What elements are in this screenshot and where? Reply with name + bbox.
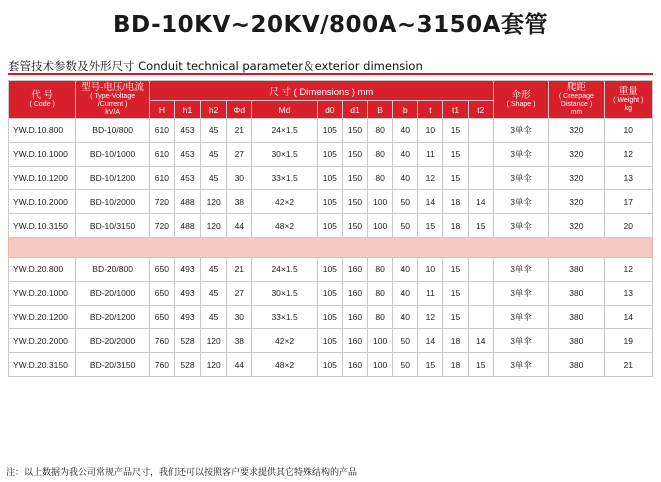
cell-t1: 15 [443, 119, 468, 143]
cell-Md: 33×1.5 [252, 305, 317, 329]
header-dimensions: 尺 寸 ( Dimensions ) mm [149, 81, 493, 101]
cell-h2: 120 [201, 190, 227, 214]
cell-t2: 15 [468, 353, 493, 377]
cell-d0: 105 [317, 166, 342, 190]
cell-shape: 3单伞 [493, 166, 548, 190]
header-col-b: b [393, 101, 418, 119]
cell-model: BD-10/800 [76, 119, 149, 143]
cell-model: BD-20/3150 [76, 353, 149, 377]
cell-h1: 493 [174, 257, 200, 281]
cell-Md: 48×2 [252, 214, 317, 238]
cell-model: BD-10/2000 [76, 190, 149, 214]
header-col-Md: Md [252, 101, 317, 119]
cell-t: 15 [418, 214, 443, 238]
cell-t1: 15 [443, 166, 468, 190]
cell-weight: 12 [604, 142, 652, 166]
cell-H: 650 [149, 257, 174, 281]
cell-t2: 15 [468, 214, 493, 238]
header-col-t: t [418, 101, 443, 119]
header-col-d: Φd [227, 101, 252, 119]
cell-H: 650 [149, 281, 174, 305]
cell-shape: 3单伞 [493, 353, 548, 377]
cell-weight: 13 [604, 281, 652, 305]
cell-h2: 45 [201, 119, 227, 143]
header-col-h2: h2 [201, 101, 227, 119]
cell-t: 14 [418, 329, 443, 353]
cell-creep: 380 [549, 353, 604, 377]
table-row [9, 142, 653, 166]
cell-h2: 45 [201, 305, 227, 329]
header-code: 代 号 ( Code ) [9, 81, 76, 119]
cell-d1: 160 [342, 281, 367, 305]
cell-shape: 3单伞 [493, 214, 548, 238]
cell-h2: 120 [201, 329, 227, 353]
cell-Md: 24×1.5 [252, 119, 317, 143]
cell-b: 40 [393, 257, 418, 281]
cell-t1: 15 [443, 305, 468, 329]
header-creepage: 爬距 ( Creepage Distance ) mm [549, 81, 604, 119]
cell-d: 38 [227, 329, 252, 353]
cell-weight: 21 [604, 353, 652, 377]
table-row [9, 281, 653, 305]
cell-H: 610 [149, 119, 174, 143]
table-row [9, 190, 653, 214]
cell-t2 [468, 119, 493, 143]
cell-h2: 45 [201, 257, 227, 281]
cell-h1: 488 [174, 190, 200, 214]
cell-model: BD-10/1000 [76, 142, 149, 166]
table-row [9, 329, 653, 353]
cell-t: 14 [418, 190, 443, 214]
cell-h2: 45 [201, 142, 227, 166]
cell-H: 650 [149, 305, 174, 329]
cell-H: 760 [149, 329, 174, 353]
cell-creep: 380 [549, 329, 604, 353]
cell-d1: 160 [342, 305, 367, 329]
cell-t2 [468, 166, 493, 190]
cell-t2: 14 [468, 329, 493, 353]
cell-d: 21 [227, 119, 252, 143]
cell-shape: 3单伞 [493, 142, 548, 166]
cell-d1: 150 [342, 190, 367, 214]
cell-d1: 150 [342, 142, 367, 166]
cell-d: 30 [227, 166, 252, 190]
table-row [9, 305, 653, 329]
cell-model: BD-10/3150 [76, 214, 149, 238]
cell-model: BD-10/1200 [76, 166, 149, 190]
cell-h1: 528 [174, 353, 200, 377]
cell-h1: 453 [174, 142, 200, 166]
cell-weight: 12 [604, 257, 652, 281]
cell-t2 [468, 142, 493, 166]
spec-table [8, 80, 653, 377]
cell-t: 10 [418, 119, 443, 143]
cell-weight: 10 [604, 119, 652, 143]
cell-b: 40 [393, 142, 418, 166]
cell-d: 30 [227, 305, 252, 329]
header-col-d0: d0 [317, 101, 342, 119]
cell-t1: 15 [443, 257, 468, 281]
cell-model: BD-20/1200 [76, 305, 149, 329]
cell-model: BD-20/800 [76, 257, 149, 281]
cell-d1: 160 [342, 257, 367, 281]
cell-b: 40 [393, 119, 418, 143]
cell-code: YW.D.20.1200 [9, 305, 76, 329]
cell-code: YW.D.10.1200 [9, 166, 76, 190]
cell-t2: 14 [468, 190, 493, 214]
cell-code: YW.D.20.800 [9, 257, 76, 281]
cell-creep: 380 [549, 257, 604, 281]
cell-d0: 105 [317, 281, 342, 305]
cell-creep: 320 [549, 142, 604, 166]
cell-B: 80 [368, 142, 393, 166]
cell-t: 12 [418, 166, 443, 190]
cell-d1: 150 [342, 214, 367, 238]
cell-d1: 160 [342, 353, 367, 377]
cell-t1: 18 [443, 353, 468, 377]
cell-d0: 105 [317, 305, 342, 329]
cell-H: 760 [149, 353, 174, 377]
cell-Md: 42×2 [252, 329, 317, 353]
cell-B: 100 [368, 329, 393, 353]
cell-h1: 453 [174, 166, 200, 190]
cell-B: 100 [368, 214, 393, 238]
cell-b: 50 [393, 190, 418, 214]
cell-b: 40 [393, 281, 418, 305]
cell-t: 11 [418, 281, 443, 305]
cell-Md: 30×1.5 [252, 281, 317, 305]
cell-code: YW.D.10.2000 [9, 190, 76, 214]
cell-B: 80 [368, 166, 393, 190]
cell-Md: 48×2 [252, 353, 317, 377]
cell-d1: 160 [342, 329, 367, 353]
cell-code: YW.D.20.1000 [9, 281, 76, 305]
cell-h1: 493 [174, 305, 200, 329]
cell-d0: 105 [317, 329, 342, 353]
cell-t2 [468, 305, 493, 329]
header-col-B: B [368, 101, 393, 119]
table-row [9, 257, 653, 281]
cell-t: 10 [418, 257, 443, 281]
cell-shape: 3单伞 [493, 305, 548, 329]
cell-d0: 105 [317, 353, 342, 377]
cell-Md: 42×2 [252, 190, 317, 214]
page-title: BD-10KV~20KV/800A~3150A套管 [113, 12, 548, 38]
cell-b: 50 [393, 214, 418, 238]
cell-code: YW.D.20.2000 [9, 329, 76, 353]
cell-H: 720 [149, 214, 174, 238]
cell-d: 44 [227, 214, 252, 238]
cell-creep: 380 [549, 281, 604, 305]
cell-B: 80 [368, 305, 393, 329]
cell-weight: 14 [604, 305, 652, 329]
cell-creep: 320 [549, 119, 604, 143]
cell-d0: 105 [317, 214, 342, 238]
cell-shape: 3单伞 [493, 190, 548, 214]
cell-creep: 320 [549, 166, 604, 190]
cell-d: 27 [227, 142, 252, 166]
table-row [9, 214, 653, 238]
cell-code: YW.D.10.1000 [9, 142, 76, 166]
cell-Md: 33×1.5 [252, 166, 317, 190]
cell-t1: 18 [443, 329, 468, 353]
cell-d1: 150 [342, 166, 367, 190]
cell-d: 21 [227, 257, 252, 281]
cell-h2: 120 [201, 214, 227, 238]
cell-shape: 3单伞 [493, 257, 548, 281]
cell-h2: 120 [201, 353, 227, 377]
cell-t: 12 [418, 305, 443, 329]
cell-model: BD-20/2000 [76, 329, 149, 353]
cell-t2 [468, 257, 493, 281]
cell-weight: 19 [604, 329, 652, 353]
cell-H: 610 [149, 142, 174, 166]
cell-creep: 320 [549, 190, 604, 214]
cell-t: 11 [418, 142, 443, 166]
cell-Md: 24×1.5 [252, 257, 317, 281]
footnote: 注：以上数据为我公司常规产品尺寸，我们还可以按照客户要求提供其它特殊结构的产品 [6, 468, 358, 478]
cell-b: 40 [393, 305, 418, 329]
cell-b: 50 [393, 353, 418, 377]
cell-h1: 493 [174, 281, 200, 305]
table-row [9, 353, 653, 377]
cell-t1: 15 [443, 142, 468, 166]
cell-weight: 13 [604, 166, 652, 190]
table-row [9, 119, 653, 143]
cell-d: 44 [227, 353, 252, 377]
cell-B: 80 [368, 281, 393, 305]
header-shape: 伞形 ( Shape ) [493, 81, 548, 119]
header-col-t2: t2 [468, 101, 493, 119]
cell-weight: 20 [604, 214, 652, 238]
cell-d0: 105 [317, 190, 342, 214]
cell-B: 100 [368, 190, 393, 214]
cell-B: 80 [368, 257, 393, 281]
title-rule [8, 73, 653, 75]
cell-t2 [468, 281, 493, 305]
cell-creep: 320 [549, 214, 604, 238]
cell-t1: 15 [443, 281, 468, 305]
cell-B: 100 [368, 353, 393, 377]
cell-b: 40 [393, 166, 418, 190]
cell-h1: 453 [174, 119, 200, 143]
table-row [9, 166, 653, 190]
cell-shape: 3单伞 [493, 119, 548, 143]
cell-d1: 150 [342, 119, 367, 143]
header-col-d1: d1 [342, 101, 367, 119]
section-subtitle: 套管技术参数及外形尺寸 Conduit technical parameter＆exterior dimension [8, 59, 423, 73]
cell-H: 610 [149, 166, 174, 190]
header-weight: 重量 ( Weight ) kg [604, 81, 652, 119]
header-col-t1: t1 [443, 101, 468, 119]
cell-model: BD-20/1000 [76, 281, 149, 305]
cell-h1: 488 [174, 214, 200, 238]
cell-d: 27 [227, 281, 252, 305]
cell-h2: 45 [201, 281, 227, 305]
cell-t1: 18 [443, 214, 468, 238]
cell-weight: 17 [604, 190, 652, 214]
cell-d0: 105 [317, 119, 342, 143]
cell-d0: 105 [317, 142, 342, 166]
cell-code: YW.D.20.3150 [9, 353, 76, 377]
cell-creep: 380 [549, 305, 604, 329]
cell-shape: 3单伞 [493, 281, 548, 305]
cell-h2: 45 [201, 166, 227, 190]
cell-shape: 3单伞 [493, 329, 548, 353]
header-col-h1: h1 [174, 101, 200, 119]
cell-b: 50 [393, 329, 418, 353]
cell-t: 15 [418, 353, 443, 377]
cell-H: 720 [149, 190, 174, 214]
cell-code: YW.D.10.800 [9, 119, 76, 143]
header-col-H: H [149, 101, 174, 119]
separator-band [9, 237, 653, 257]
cell-B: 80 [368, 119, 393, 143]
group-separator [9, 237, 653, 257]
cell-code: YW.D.10.3150 [9, 214, 76, 238]
cell-t1: 18 [443, 190, 468, 214]
header-model: 型号-电压/电流 ( Type-Voltage /Current ) kV/A [76, 81, 149, 119]
cell-d: 38 [227, 190, 252, 214]
cell-h1: 528 [174, 329, 200, 353]
cell-d0: 105 [317, 257, 342, 281]
cell-Md: 30×1.5 [252, 142, 317, 166]
